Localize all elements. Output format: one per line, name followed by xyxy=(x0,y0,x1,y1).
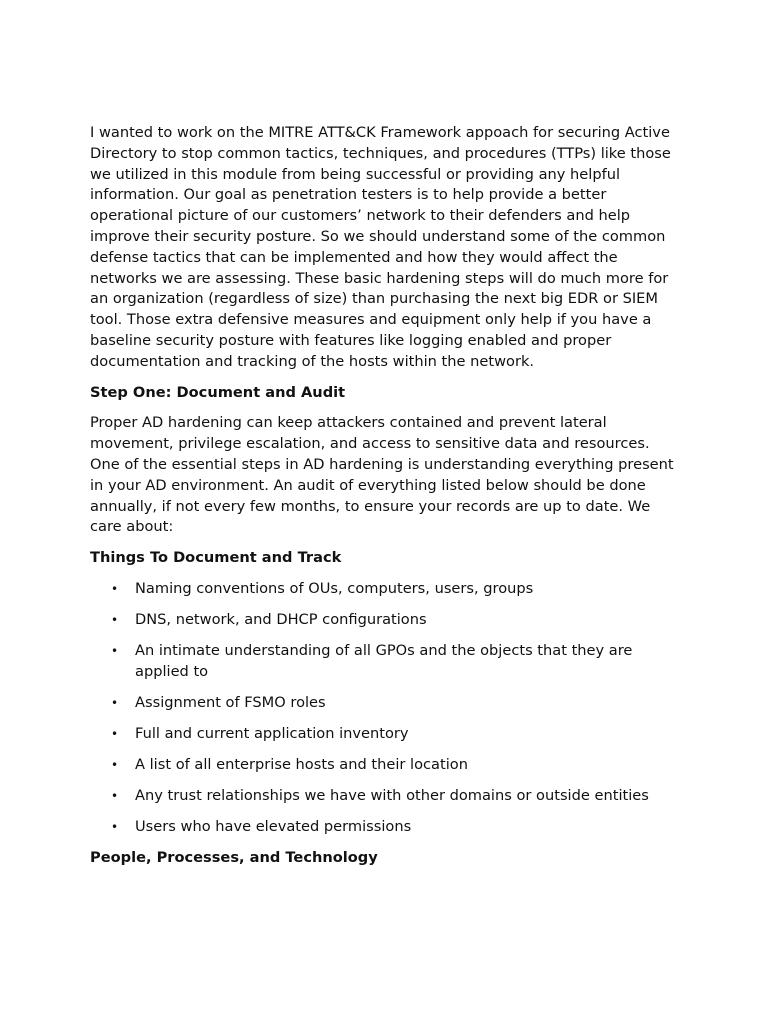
list-item-text: Users who have elevated permissions xyxy=(135,817,412,835)
list-item-text: An intimate understanding of all GPOs and the objects that they are applied to xyxy=(135,641,633,680)
list-item-text: Naming conventions of OUs, computers, users, groups xyxy=(135,579,534,597)
bullet-icon: • xyxy=(111,726,119,741)
list-item-text: Any trust relationships we have with other domains or outside entities xyxy=(135,786,649,804)
list-item xyxy=(90,755,682,776)
list-item-text: Full and current application inventory xyxy=(135,724,409,742)
list-item xyxy=(90,610,682,631)
bullet-icon: • xyxy=(111,581,119,596)
bullet-icon: • xyxy=(111,819,119,834)
bullet-icon: • xyxy=(111,695,119,710)
list-item xyxy=(90,693,682,714)
list-item xyxy=(90,579,682,600)
bullet-icon: • xyxy=(111,612,119,627)
list-item-text: DNS, network, and DHCP configurations xyxy=(135,610,427,628)
list-item xyxy=(90,641,682,683)
list-item xyxy=(90,724,682,745)
things-to-track-heading: Things To Document and Track xyxy=(90,549,342,567)
step-one-paragraph: Proper AD hardening can keep attackers contained and prevent lateral movement, privilege escalation, and access to sensitive data and resources. One of the essential steps in AD hardening is understanding everything present in your AD environment. An audit of everything listed below should be done annually, if not every few months, to ensure your records are up to date. We care about: xyxy=(90,414,674,536)
bullet-icon: • xyxy=(111,788,119,803)
things-to-track-list xyxy=(90,579,682,837)
list-item-text: Assignment of FSMO roles xyxy=(135,693,326,711)
list-item xyxy=(90,817,682,838)
document-page xyxy=(90,123,682,878)
list-item xyxy=(90,786,682,807)
bullet-icon: • xyxy=(111,757,119,772)
list-item-text: A list of all enterprise hosts and their location xyxy=(135,755,468,773)
step-one-heading: Step One: Document and Audit xyxy=(90,383,346,401)
intro-paragraph: I wanted to work on the MITRE ATT&CK Framework appoach for securing Active Directory to stop common tactics, techniques, and procedures (TTPs) like those we utilized in this module from being successful or providing any helpful information. Our goal as penetration testers is to help provide a better operational picture of our customers’ network to their defenders and help improve their security posture. So we should understand some of the common defense tactics that can be implemented and how they would affect the networks we are assessing. These basic hardening steps will do much more for an organization (regardless of size) than purchasing the next big EDR or SIEM tool. Those extra defensive measures and equipment only help if you have a baseline security posture with features like logging enabled and proper documentation and tracking of the hosts within the network. xyxy=(90,124,671,370)
bullet-icon: • xyxy=(111,643,119,658)
people-processes-heading: People, Processes, and Technology xyxy=(90,848,378,866)
